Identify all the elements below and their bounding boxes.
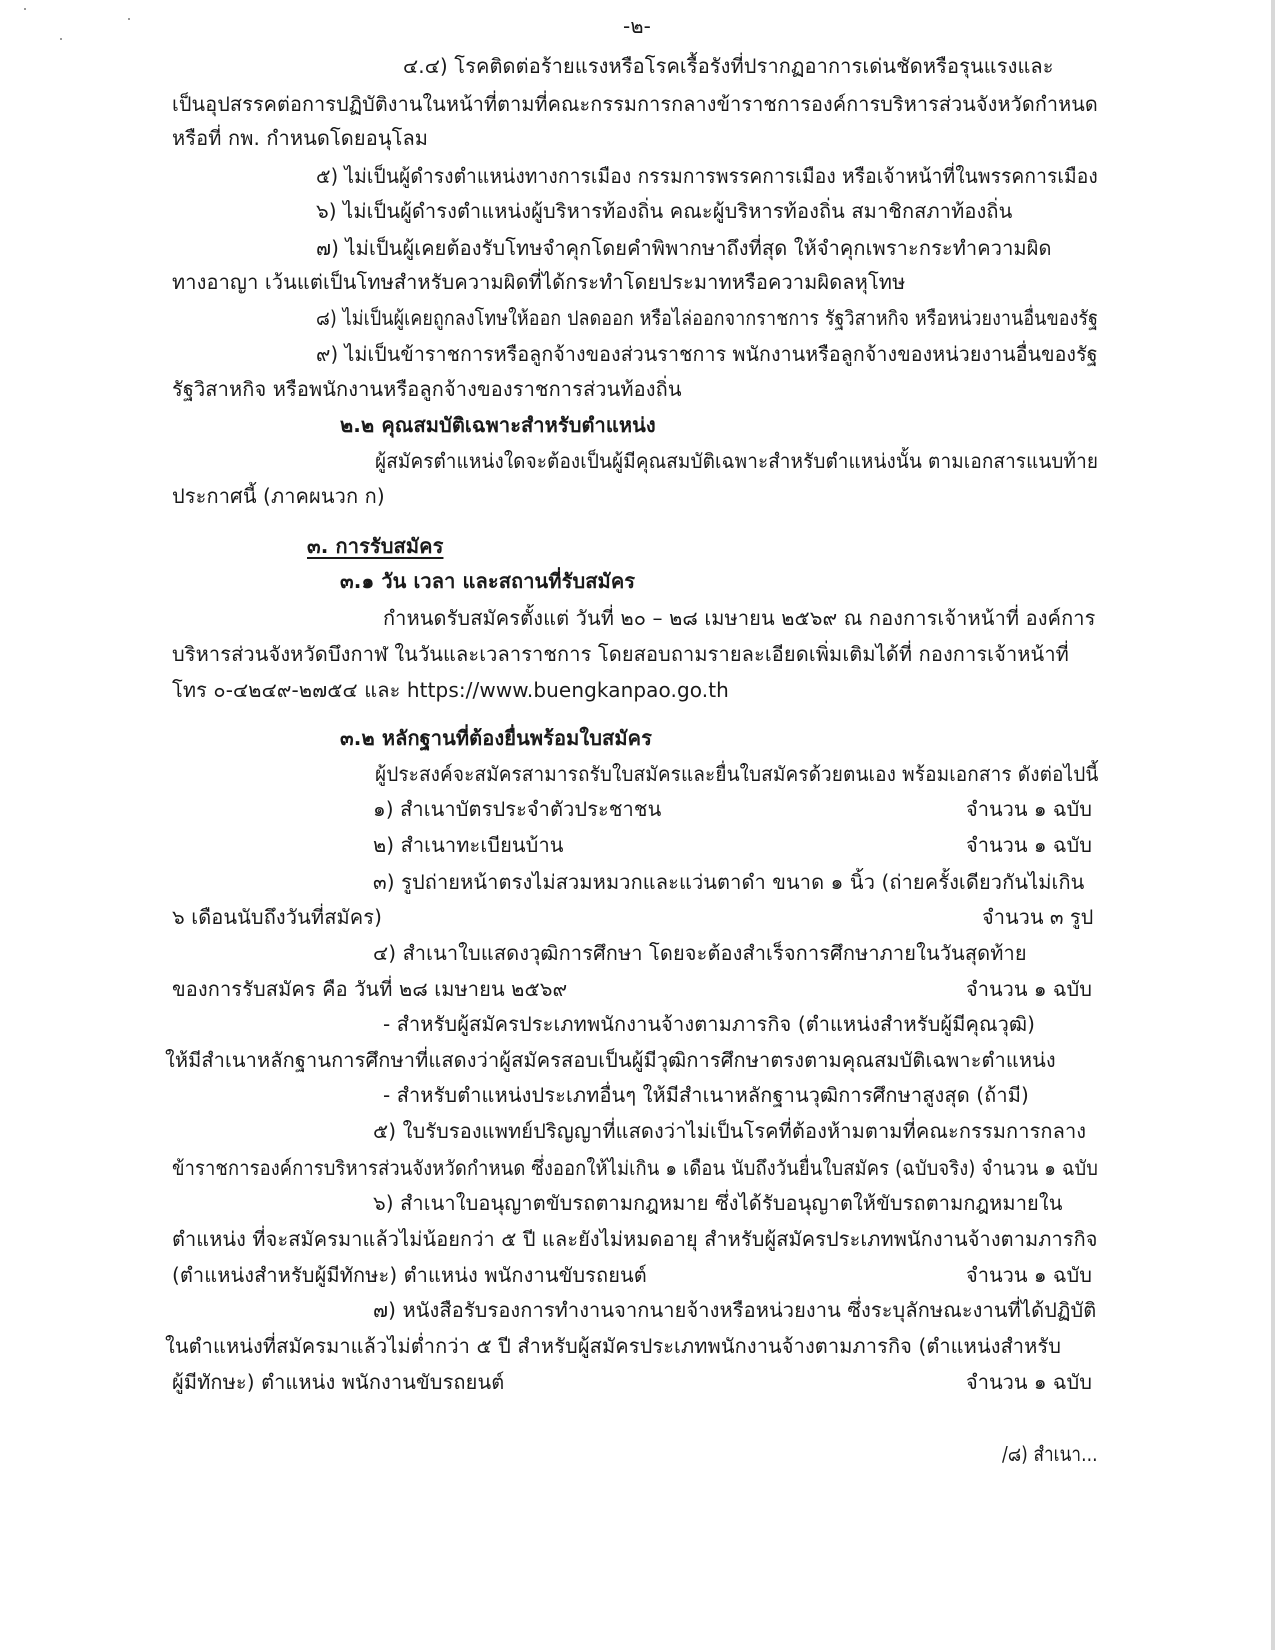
scan-speck <box>60 38 62 40</box>
continuation-note: /๘) สำเนา... <box>1002 1442 1098 1466</box>
text-line: - สำหรับผู้สมัครประเภทพนักงานจ้างตามภารกิจ (ตำแหน่งสำหรับผู้มีคุณวุฒิ) <box>383 1012 1036 1036</box>
text-line: ๗) ไม่เป็นผู้เคยต้องรับโทษจำคุกโดยคำพิพากษาถึงที่สุด ให้จำคุกเพราะกระทำความผิด <box>316 236 1052 260</box>
text-line: ๔.๔) โรคติดต่อร้ายแรงหรือโรคเรื้อรังที่ปรากฏอาการเด่นชัดหรือรุนแรงและ <box>403 54 1054 78</box>
text-line: ข้าราชการองค์การบริหารส่วนจังหวัดกำหนด ซึ่งออกให้ไม่เกิน ๑ เดือน นับถึงวันยื่นใบสมัคร (ฉบับจริง) จำนวน ๑ ฉบับ <box>172 1156 1099 1180</box>
scan-speck <box>128 18 130 20</box>
quantity-label: จำนวน ๑ ฉบับ <box>966 833 1092 857</box>
quantity-label: จำนวน ๑ ฉบับ <box>966 1263 1092 1287</box>
text-line: ผู้สมัครตำแหน่งใดจะต้องเป็นผู้มีคุณสมบัติเฉพาะสำหรับตำแหน่งนั้น ตามเอกสารแนบท้าย <box>375 449 1099 473</box>
text-line: รัฐวิสาหกิจ หรือพนักงานหรือลูกจ้างของราชการส่วนท้องถิ่น <box>172 377 682 401</box>
list-item: ๗) หนังสือรับรองการทำงานจากนายจ้างหรือหน่วยงาน ซึ่งระบุลักษณะงานที่ได้ปฏิบัติ <box>373 1298 1097 1322</box>
text-line: (ตำแหน่งสำหรับผู้มีทักษะ) ตำแหน่ง พนักงานขับรถยนต์ <box>172 1263 647 1287</box>
text-line: หรือที่ กพ. กำหนดโดยอนุโลม <box>172 126 429 150</box>
scan-speck <box>24 8 26 10</box>
quantity-label: จำนวน ๑ ฉบับ <box>966 797 1092 821</box>
text-line: ๕) ไม่เป็นผู้ดำรงตำแหน่งทางการเมือง กรรมการพรรคการเมือง หรือเจ้าหน้าที่ในพรรคการเมือง <box>316 164 1098 188</box>
text-line: ตำแหน่ง ที่จะสมัครมาแล้วไม่น้อยกว่า ๕ ปี และยังไม่หมดอายุ สำหรับผู้สมัครประเภทพนักงานจ้างตามภารกิจ <box>172 1227 1098 1251</box>
section-heading: ๒.๒ คุณสมบัติเฉพาะสำหรับตำแหน่ง <box>340 413 656 437</box>
text-line: ๖) ไม่เป็นผู้ดำรงตำแหน่งผู้บริหารท้องถิ่น คณะผู้บริหารท้องถิ่น สมาชิกสภาท้องถิ่น <box>316 199 1013 223</box>
text-line: ในตำแหน่งที่สมัครมาแล้วไม่ต่ำกว่า ๕ ปี สำหรับผู้สมัครประเภทพนักงานจ้างตามภารกิจ (ตำแหน่งสำหรับ <box>165 1334 1062 1358</box>
text-line: ให้มีสำเนาหลักฐานการศึกษาที่แสดงว่าผู้สมัครสอบเป็นผู้มีวุฒิการศึกษาตรงตามคุณสมบัติเฉพาะตำแหน่ง <box>165 1048 1056 1072</box>
text-line: ๙) ไม่เป็นข้าราชการหรือลูกจ้างของส่วนราชการ พนักงานหรือลูกจ้างของหน่วยงานอื่นของรัฐ <box>316 342 1098 366</box>
text-line: บริหารส่วนจังหวัดบึงกาฬ ในวันและเวลาราชการ โดยสอบถามรายละเอียดเพิ่มเติมได้ที่ กองการเจ้าหน้าที่ <box>172 642 1069 666</box>
section-title: ๓. การรับสมัคร <box>307 534 444 558</box>
text-line: ผู้ประสงค์จะสมัครสามารถรับใบสมัครและยื่นใบสมัครด้วยตนเอง พร้อมเอกสาร ดังต่อไปนี้ <box>375 762 1099 786</box>
quantity-label: จำนวน ๓ รูป <box>982 905 1094 929</box>
list-item: ๑) สำเนาบัตรประจำตัวประชาชน <box>373 797 662 821</box>
list-item: ๒) สำเนาทะเบียนบ้าน <box>373 833 564 857</box>
text-line: - สำหรับตำแหน่งประเภทอื่นๆ ให้มีสำเนาหลักฐานวุฒิการศึกษาสูงสุด (ถ้ามี) <box>383 1083 1029 1107</box>
page-number: -๒- <box>623 14 651 38</box>
text-line: เป็นอุปสรรคต่อการปฏิบัติงานในหน้าที่ตามที่คณะกรรมการกลางข้าราชการองค์การบริหารส่วนจังหวัดกำหนด <box>172 92 1098 116</box>
section-heading: ๓.๑ วัน เวลา และสถานที่รับสมัคร <box>340 569 636 593</box>
text-line: ทางอาญา เว้นแต่เป็นโทษสำหรับความผิดที่ได้กระทำโดยประมาทหรือความผิดลหุโทษ <box>172 270 906 294</box>
quantity-label: จำนวน ๑ ฉบับ <box>966 977 1092 1001</box>
scan-edge <box>1271 0 1275 1650</box>
text-line: โทร ๐-๔๒๔๙-๒๗๕๔ และ https://www.buengkanpao.go.th <box>172 678 729 702</box>
list-item: ๓) รูปถ่ายหน้าตรงไม่สวมหมวกและแว่นตาดำ ขนาด ๑ นิ้ว (ถ่ายครั้งเดียวกันไม่เกิน <box>373 870 1085 894</box>
text-line: ผู้มีทักษะ) ตำแหน่ง พนักงานขับรถยนต์ <box>172 1370 505 1394</box>
list-item: ๕) ใบรับรองแพทย์ปริญญาที่แสดงว่าไม่เป็นโรคที่ต้องห้ามตามที่คณะกรรมการกลาง <box>373 1119 1087 1143</box>
quantity-label: จำนวน ๑ ฉบับ <box>966 1370 1092 1394</box>
text-line: ของการรับสมัคร คือ วันที่ ๒๘ เมษายน ๒๕๖๙ <box>172 977 568 1001</box>
text-line: กำหนดรับสมัครตั้งแต่ วันที่ ๒๐ – ๒๘ เมษายน ๒๕๖๙ ณ กองการเจ้าหน้าที่ องค์การ <box>383 606 1096 630</box>
list-item: ๖) สำเนาใบอนุญาตขับรถตามกฎหมาย ซึ่งได้รับอนุญาตให้ขับรถตามกฎหมายใน <box>373 1191 1063 1215</box>
section-heading: ๓.๒ หลักฐานที่ต้องยื่นพร้อมใบสมัคร <box>340 726 652 750</box>
text-line: ๘) ไม่เป็นผู้เคยถูกลงโทษให้ออก ปลดออก หรือไล่ออกจากราชการ รัฐวิสาหกิจ หรือหน่วยงานอื่นของรัฐ <box>316 306 1099 330</box>
list-item: ๔) สำเนาใบแสดงวุฒิการศึกษา โดยจะต้องสำเร็จการศึกษาภายในวันสุดท้าย <box>373 941 1027 965</box>
text-line: ๖ เดือนนับถึงวันที่สมัคร) <box>172 905 383 929</box>
text-line: ประกาศนี้ (ภาคผนวก ก) <box>172 484 385 508</box>
